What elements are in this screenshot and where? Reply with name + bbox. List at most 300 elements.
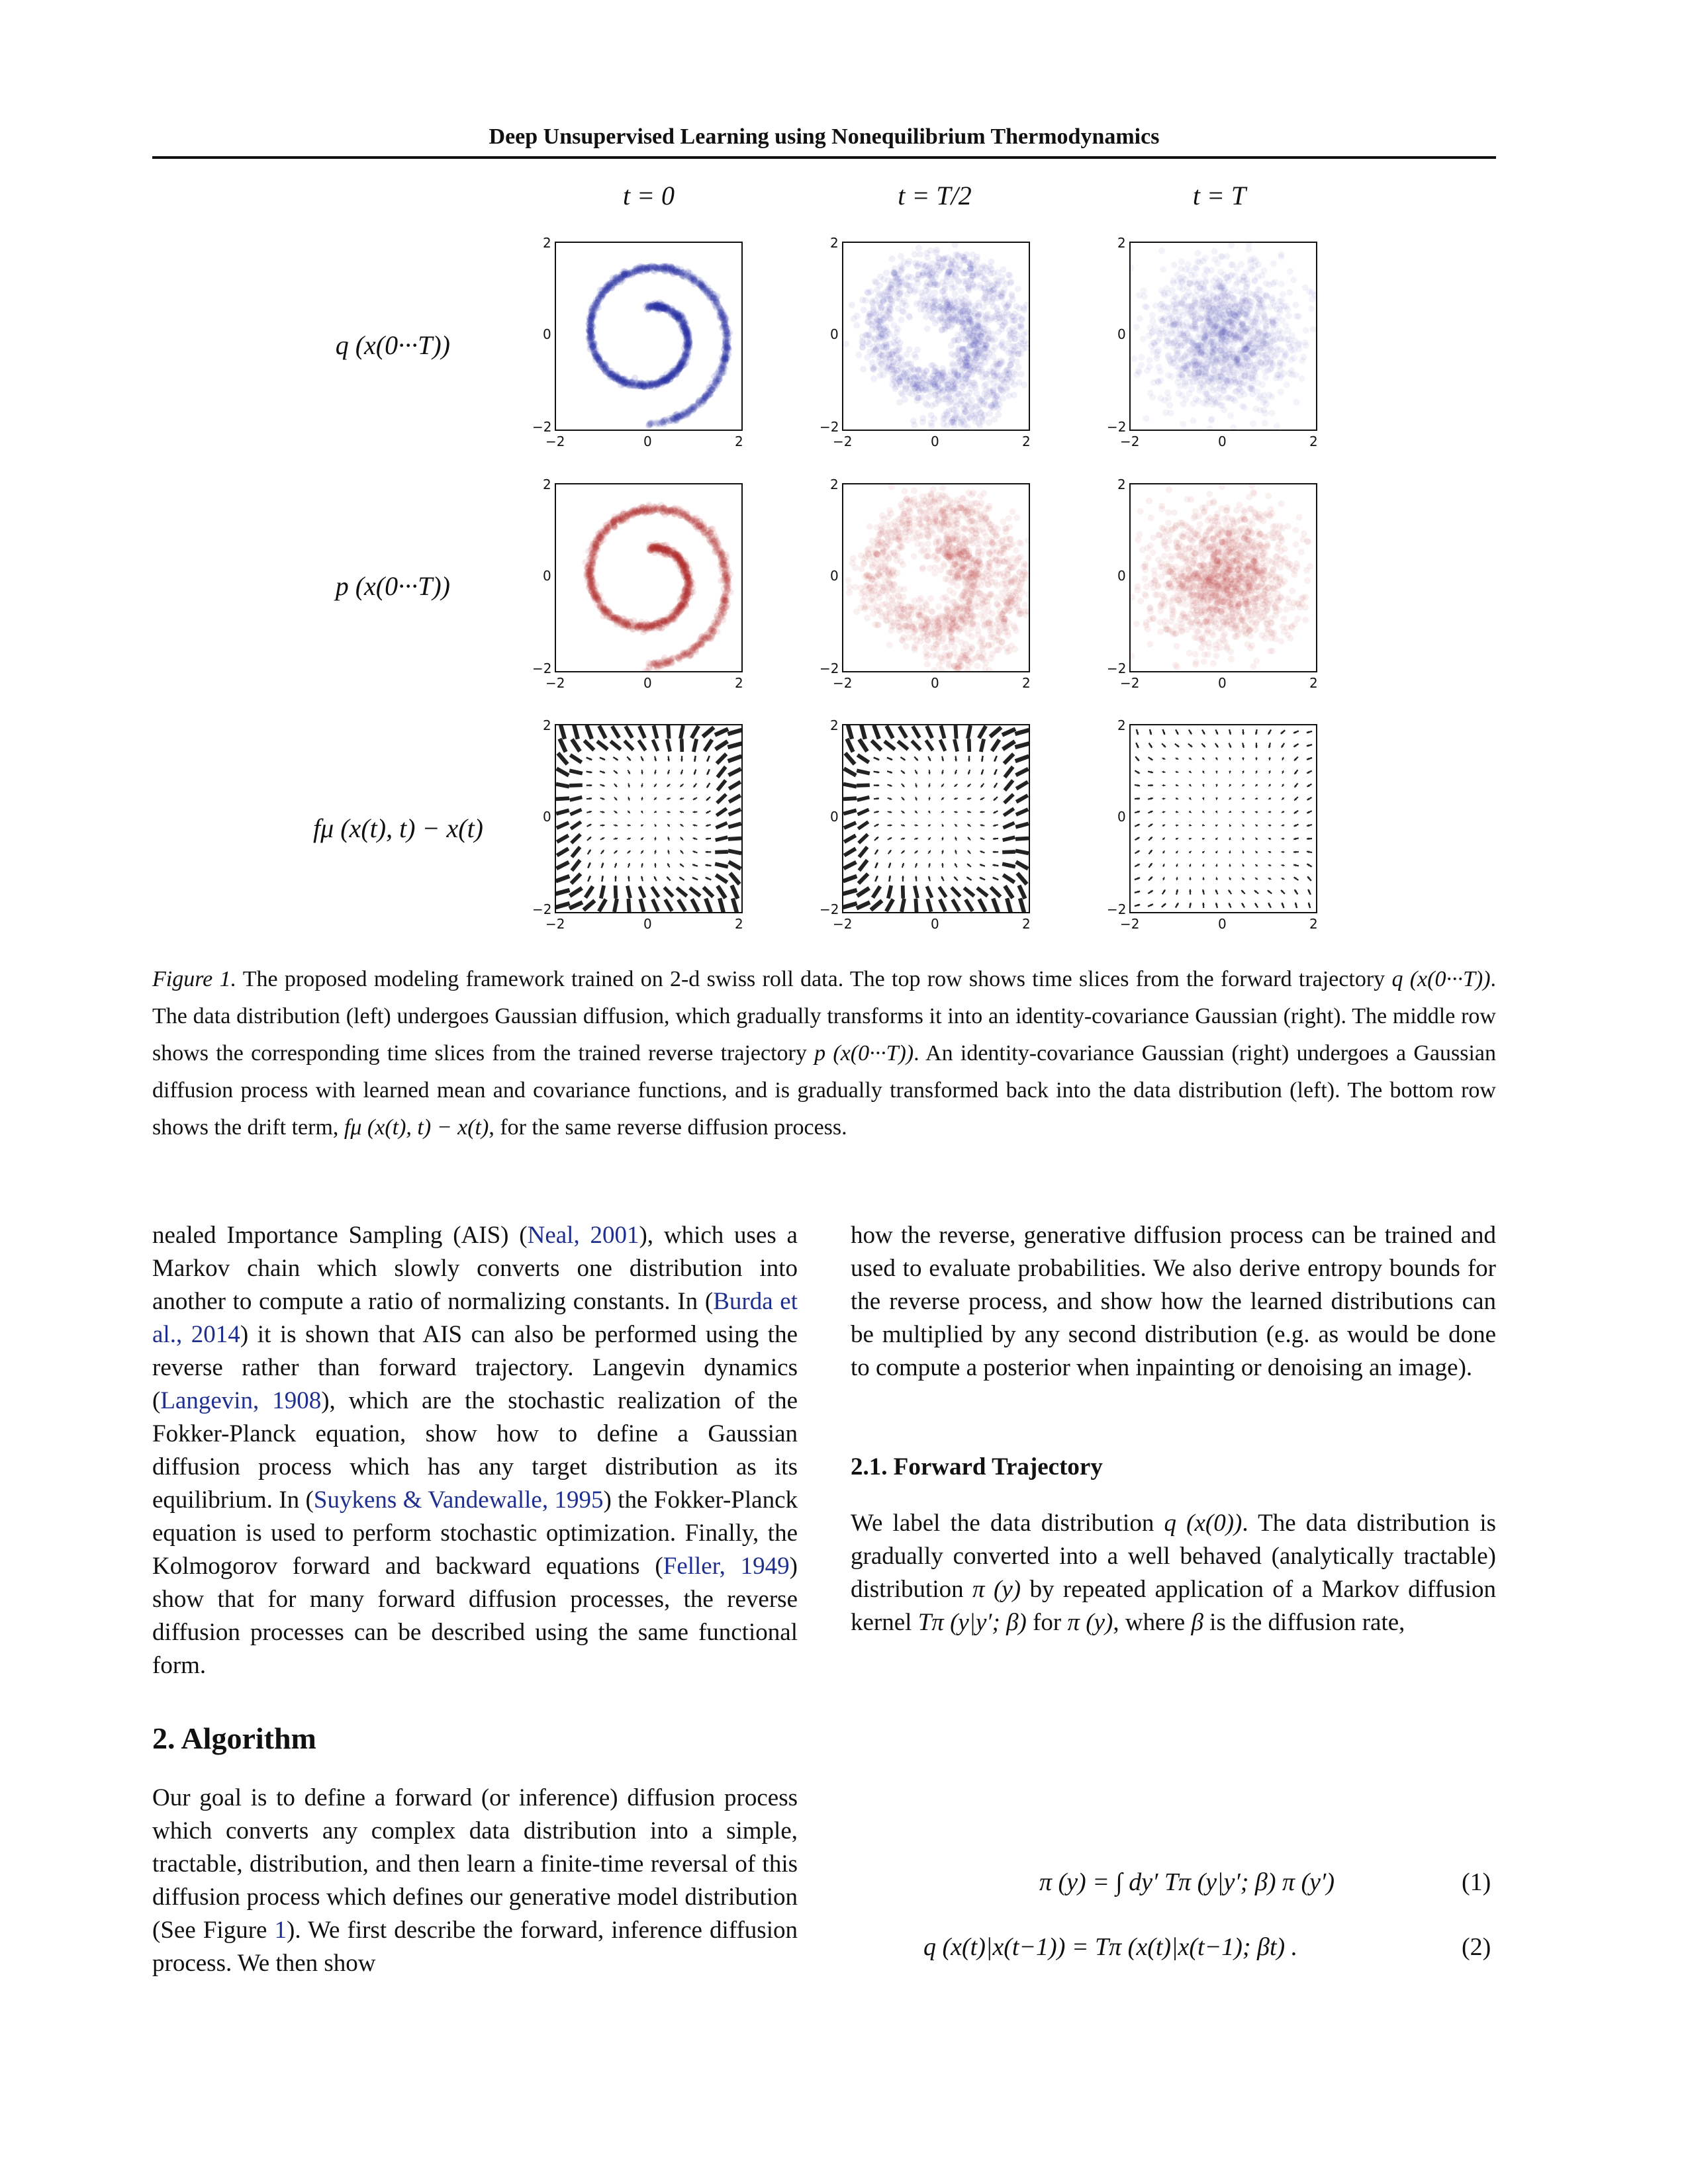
panel-q-thalf [842, 242, 1030, 431]
scatter-point [907, 376, 914, 383]
scatter-point [1011, 328, 1017, 334]
scatter-point [1244, 280, 1251, 287]
scatter-point [608, 285, 614, 291]
scatter-point [661, 265, 667, 272]
column-title-t0: t = 0 [622, 181, 675, 210]
scatter-point [680, 320, 686, 327]
scatter-point [1282, 351, 1289, 357]
scatter-point [701, 398, 708, 404]
scatter-point [1194, 287, 1200, 294]
scatter-point [1293, 399, 1300, 406]
scatter-point [972, 412, 979, 419]
scatter-point [1143, 304, 1150, 310]
scatter-point [679, 327, 686, 334]
scatter-point [896, 399, 903, 406]
scatter-point [680, 362, 687, 369]
scatter-point [1252, 278, 1258, 285]
scatter-point [949, 316, 955, 323]
scatter-point [1178, 366, 1185, 373]
scatter-point [976, 395, 982, 402]
scatter-point [1152, 302, 1159, 309]
scatter-point [1160, 317, 1167, 324]
scatter-point [1276, 328, 1282, 334]
scatter-point [1178, 265, 1184, 272]
scatter-point [1308, 306, 1315, 312]
scatter-point [1166, 402, 1173, 408]
scatter-point [897, 340, 904, 346]
scatter-point [1230, 317, 1237, 324]
scatter-point [880, 317, 886, 324]
scatter-point [959, 390, 965, 396]
scatter-point [1262, 420, 1268, 426]
scatter-point [1233, 369, 1239, 376]
scatter-point [1219, 318, 1225, 324]
scatter-point [1292, 302, 1299, 308]
scatter-point [1196, 259, 1203, 265]
scatter-point [951, 385, 957, 392]
scatter-point [1009, 355, 1015, 362]
scatter-point [1277, 309, 1284, 316]
scatter-point [1150, 348, 1156, 355]
scatter-point [990, 331, 996, 338]
scatter-point [1250, 255, 1257, 262]
scatter-point [898, 253, 904, 259]
scatter-point [935, 255, 942, 262]
scatter-point [1184, 362, 1191, 369]
scatter-point [1153, 355, 1160, 361]
scatter-point [869, 298, 876, 304]
scatter-point [1295, 313, 1302, 320]
scatter-point [1006, 370, 1012, 377]
scatter-point [934, 263, 941, 270]
scatter-point [1189, 345, 1196, 352]
scatter-point [1310, 326, 1316, 333]
scatter-point [688, 277, 694, 284]
scatter-point [925, 289, 932, 296]
scatter-point [953, 265, 959, 271]
scatter-point [1008, 279, 1015, 285]
scatter-point [585, 335, 592, 341]
scatter-point [1280, 291, 1286, 298]
scatter-point [989, 315, 996, 322]
scatter-point [1200, 283, 1207, 290]
scatter-point [588, 342, 595, 349]
scatter-point [672, 365, 679, 371]
scatter-point [600, 291, 606, 297]
scatter-point [1268, 352, 1274, 359]
scatter-point [1287, 268, 1293, 275]
scatter-point [1170, 277, 1176, 284]
scatter-point [1243, 355, 1250, 361]
scatter-point [1006, 272, 1013, 279]
scatter-point [914, 300, 920, 307]
scatter-point [1246, 347, 1252, 354]
scatter-point [1259, 381, 1266, 388]
scatter-point [937, 316, 944, 322]
scatter-point [710, 294, 717, 300]
scatter-point [988, 266, 995, 273]
scatter-point [892, 265, 898, 272]
scatter-point [1197, 381, 1204, 387]
scatter-point [1164, 338, 1170, 344]
scatter-point [1180, 312, 1186, 319]
scatter-point [1252, 406, 1259, 412]
scatter-point [721, 317, 727, 324]
scatter-point [1182, 379, 1188, 385]
scatter-point [1021, 338, 1028, 344]
scatter-point [1183, 293, 1190, 299]
scatter-point [1016, 305, 1023, 312]
scatter-point [1303, 327, 1309, 334]
scatter-point [1016, 379, 1023, 386]
scatter-point [1147, 324, 1153, 331]
scatter-point [960, 384, 966, 390]
scatter-point [1203, 310, 1210, 317]
header-rule [152, 156, 1496, 159]
scatter-point [1193, 281, 1199, 288]
scatter-point [923, 250, 930, 257]
scatter-point [1227, 273, 1233, 279]
scatter-point [998, 289, 1005, 296]
scatter-point [1194, 300, 1200, 306]
scatter-point [1202, 255, 1209, 261]
row-label-q: q (x(0···T)) [335, 330, 450, 360]
scatter-point [947, 260, 954, 267]
scatter-point [1277, 346, 1284, 353]
scatter-point [999, 339, 1006, 345]
scatter-point [1277, 367, 1284, 373]
scatter-point [1219, 329, 1225, 336]
scatter-point [910, 418, 917, 424]
panel-q-tT [1129, 242, 1317, 431]
scatter-point [1214, 359, 1221, 366]
scatter-point [903, 361, 910, 368]
scatter-point [1171, 261, 1178, 268]
scatter-point [923, 314, 929, 320]
scatter-point [671, 418, 677, 424]
scatter-point [1224, 253, 1231, 259]
scatter-point [942, 324, 949, 331]
scatter-point [1217, 269, 1224, 275]
scatter-point [653, 380, 660, 387]
scatter-point [912, 354, 919, 361]
scatter-point [1263, 280, 1270, 287]
scatter-point [1192, 271, 1198, 278]
scatter-point [957, 401, 964, 408]
scatter-point [886, 310, 893, 317]
scatter-point [1250, 375, 1256, 382]
scatter-point [1169, 287, 1176, 294]
scatter-point [1284, 381, 1290, 388]
scatter-point [917, 385, 923, 392]
scatter-point [866, 341, 872, 347]
scatter-point [600, 361, 606, 367]
scatter-point [1233, 358, 1239, 365]
scatter-point [998, 387, 1005, 393]
scatter-point [1260, 306, 1267, 312]
scatter-point [898, 390, 904, 396]
scatter-point [961, 316, 968, 323]
scatter-point [958, 287, 964, 294]
scatter-point [859, 296, 866, 303]
scatter-point [988, 259, 994, 265]
scatter-point [1138, 362, 1145, 369]
scatter-point [1018, 324, 1025, 331]
scatter-point [1248, 322, 1254, 329]
scatter-point [1203, 371, 1210, 377]
scatter-point [958, 421, 964, 428]
scatter-point [940, 396, 947, 402]
scatter-point [1237, 364, 1244, 371]
scatter-point [894, 289, 901, 295]
scatter-point [1188, 334, 1194, 340]
scatter-point [963, 328, 970, 334]
scatter-point [1285, 328, 1291, 334]
scatter-point [1263, 293, 1270, 299]
scatter-point [1278, 253, 1284, 260]
scatter-point [981, 276, 988, 283]
scatter-point [917, 251, 923, 257]
scatter-point [966, 287, 972, 294]
scatter-point [1015, 342, 1021, 349]
scatter-point [1278, 388, 1284, 395]
scatter-point [1160, 330, 1166, 337]
scatter-point [1281, 336, 1288, 342]
scatter-point [1268, 365, 1275, 372]
scatter-point [1180, 421, 1186, 428]
scatter-point [891, 322, 898, 329]
scatter-point [867, 349, 873, 355]
scatter-point [1236, 347, 1243, 353]
scatter-point [980, 345, 987, 351]
scatter-point [955, 363, 962, 369]
scatter-point [980, 263, 987, 269]
scatter-point [1223, 356, 1229, 363]
scatter-point [933, 247, 940, 253]
scatter-point [925, 272, 932, 279]
scatter-point [1131, 355, 1137, 362]
scatter-point [990, 353, 996, 360]
scatter-point [1018, 316, 1025, 322]
scatter-point [1231, 340, 1238, 347]
scatter-point [1226, 331, 1233, 338]
scatter-point [980, 355, 986, 361]
scatter-point [984, 299, 990, 306]
scatter-point [1203, 332, 1210, 338]
scatter-point [1172, 308, 1178, 315]
scatter-point [1269, 410, 1276, 416]
scatter-point [931, 295, 937, 302]
scatter-point [1202, 290, 1209, 296]
scatter-point [668, 265, 675, 271]
panel-q-t0 [555, 242, 743, 431]
scatter-point [919, 415, 926, 422]
scatter-point [1190, 418, 1197, 424]
scatter-point [877, 291, 884, 298]
scatter-point [961, 254, 968, 261]
scatter-point [931, 392, 938, 398]
scatter-point [940, 416, 947, 422]
scatter-point [951, 352, 958, 359]
scatter-point [721, 356, 727, 363]
scatter-point [1137, 315, 1143, 322]
scatter-point [1180, 355, 1186, 361]
scatter-point [698, 284, 705, 291]
scatter-point [974, 326, 981, 332]
scatter-point [1255, 261, 1262, 268]
scatter-point [962, 408, 969, 415]
scatter-point [1293, 372, 1299, 379]
scatter-point [1140, 336, 1147, 342]
scatter-point [994, 370, 1000, 377]
scatter-point [1008, 361, 1014, 368]
scatter-point [898, 381, 904, 388]
scatter-point [1009, 318, 1015, 324]
scatter-point [971, 332, 978, 339]
scatter-point [608, 371, 614, 378]
scatter-point [899, 308, 906, 314]
scatter-point [1245, 341, 1252, 348]
scatter-point [894, 277, 900, 283]
scatter-point [884, 296, 890, 302]
scatter-point [1015, 364, 1022, 371]
scatter-point [1201, 272, 1208, 279]
scatter-point [1246, 385, 1253, 392]
row-label-p: p (x(0···T)) [335, 571, 450, 601]
scatter-point [1000, 266, 1007, 273]
scatter-point [1180, 286, 1186, 293]
scatter-point [1015, 286, 1021, 293]
scatter-point [653, 301, 660, 308]
scatter-point [1167, 320, 1174, 327]
scatter-point [1241, 302, 1247, 309]
scatter-point [1147, 390, 1154, 396]
scatter-point [946, 408, 953, 414]
scatter-point [1269, 295, 1276, 301]
scatter-point [927, 381, 933, 388]
scatter-point [939, 288, 946, 295]
scatter-point [647, 420, 654, 426]
scatter-point [976, 402, 983, 408]
column-title-t-half: t = T/2 [898, 181, 972, 210]
scatter-point [986, 419, 992, 426]
scatter-point [925, 393, 932, 400]
scatter-point [1150, 379, 1157, 386]
scatter-point [1180, 323, 1187, 330]
scatter-point [905, 282, 912, 289]
scatter-point [1000, 322, 1007, 329]
scatter-point [1133, 324, 1140, 330]
scatter-point [855, 351, 862, 358]
scatter-point [1229, 346, 1235, 353]
scatter-point [931, 289, 938, 296]
scatter-point [1289, 341, 1296, 348]
scatter-point [1192, 326, 1199, 333]
scatter-point [660, 418, 667, 425]
scatter-point [948, 342, 955, 349]
scatter-point [1244, 329, 1251, 336]
scatter-point [1211, 248, 1217, 255]
scatter-point [1174, 271, 1181, 278]
scatter-point [1160, 266, 1166, 273]
scatter-point [1271, 337, 1278, 343]
scatter-point [1208, 417, 1215, 424]
scatter-point [898, 357, 905, 363]
scatter-point [1212, 256, 1219, 263]
scatter-point [972, 385, 979, 391]
running-header: Deep Unsupervised Learning using Nonequilibrium Thermodynamics [489, 124, 1160, 149]
scatter-point [952, 291, 959, 298]
scatter-point [1286, 370, 1293, 377]
scatter-point [948, 396, 955, 402]
scatter-point [963, 416, 970, 422]
scatter-point [961, 278, 968, 285]
scatter-point [866, 312, 872, 319]
scatter-point [1147, 363, 1153, 370]
scatter-point [964, 363, 971, 369]
scatter-point [1210, 343, 1217, 350]
scatter-point [1260, 335, 1266, 341]
scatter-point [1216, 283, 1223, 290]
scatter-point [1209, 401, 1216, 408]
scatter-point [944, 385, 951, 391]
scatter-point [1174, 350, 1180, 357]
scatter-point [1171, 293, 1178, 300]
scatter-point [654, 421, 661, 428]
scatter-point [1209, 291, 1216, 298]
scatter-point [595, 355, 602, 362]
scatter-point [725, 326, 731, 332]
scatter-point [912, 287, 919, 293]
scatter-point [1238, 333, 1244, 340]
scatter-point [1193, 265, 1199, 272]
scatter-point [889, 255, 896, 262]
scatter-point [1000, 395, 1006, 402]
scatter-point [925, 283, 931, 290]
scatter-point [890, 348, 896, 355]
scatter-point [995, 412, 1002, 418]
scatter-point [980, 269, 986, 276]
scatter-point [1262, 360, 1269, 367]
scatter-point [974, 257, 980, 263]
scatter-point [891, 339, 898, 345]
scatter-point [883, 269, 890, 276]
scatter-point [1186, 390, 1193, 397]
scatter-point [875, 324, 882, 330]
scatter-point [1262, 374, 1269, 381]
scatter-point [1195, 250, 1201, 257]
scatter-point [1227, 363, 1234, 369]
scatter-point [1278, 281, 1285, 287]
scatter-point [955, 377, 962, 384]
scatter-point [591, 312, 598, 319]
scatter-point [679, 273, 686, 279]
scatter-point [1262, 410, 1269, 417]
scatter-point [1232, 332, 1239, 338]
scatter-point [899, 300, 906, 307]
scatter-point [620, 381, 627, 387]
scatter-point [898, 316, 905, 323]
scatter-point [992, 344, 998, 351]
scatter-point [1263, 401, 1270, 408]
scatter-point [1018, 371, 1025, 377]
scatter-point [1236, 277, 1243, 283]
scatter-point [1165, 304, 1172, 311]
scatter-point [982, 321, 988, 328]
scatter-point [978, 310, 984, 317]
scatter-point [1160, 290, 1167, 296]
scatter-point [1288, 357, 1295, 363]
